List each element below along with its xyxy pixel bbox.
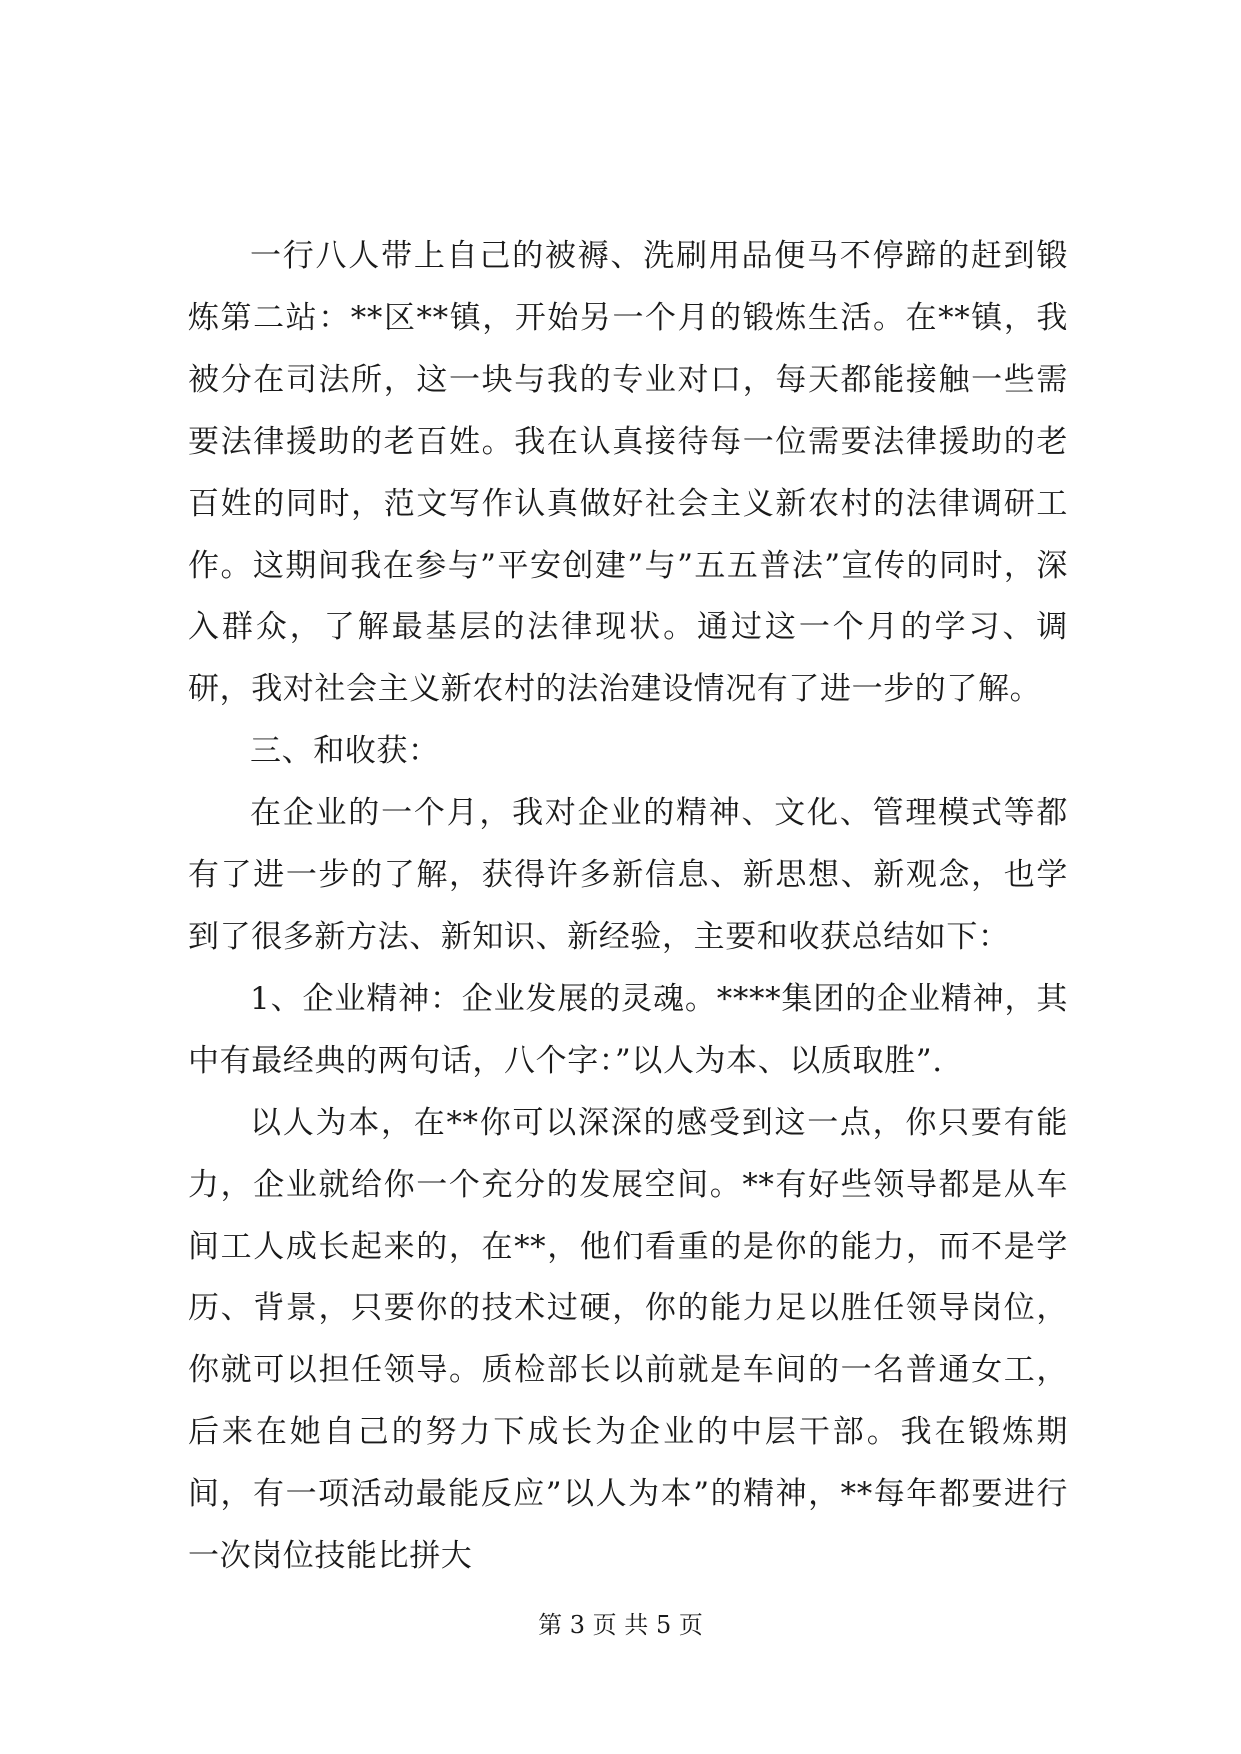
paragraph-enterprise-month: 在企业的一个月，我对企业的精神、文化、管理模式等都有了进一步的了解，获得许多新信息、新思想、新观念，也学到了很多新方法、新知识、新经验，主要和收获总结如下：	[188, 795, 1068, 955]
document-body	[188, 226, 1068, 1588]
section-heading-harvest: 三、和收获：	[250, 733, 440, 770]
paragraph-people-oriented: 以人为本，在**你可以深深的感受到这一点，你只要有能力，企业就给你一个充分的发展空间。**有好些领导都是从车间工人成长起来的，在**，他们看重的是你的能力，而不是学历、背景，只要你的技术过硬，你的能力足以胜任领导岗位，你就可以担任领导。质检部长以前就是车间的一名普通女工，后来在她自己的努力下成长为企业的中层干部。我在锻炼期间，有一项活动最能反应”以人为本”的精神，**每年都要进行一次岗位技能比拼大	[188, 1104, 1068, 1575]
paragraph-enterprise-spirit: 1、企业精神：企业发展的灵魂。****集团的企业精神，其中有最经典的两句话，八个字：”以人为本、以质取胜”.	[188, 980, 1068, 1079]
page-footer: 第 3 页 共 5 页	[538, 1611, 703, 1639]
paragraph-training-station-two: 一行八人带上自己的被褥、洗刷用品便马不停蹄的赶到锻炼第二站：**区**镇，开始另一个月的锻炼生活。在**镇，我被分在司法所，这一块与我的专业对口，每天都能接触一些需要法律援助的老百姓。我在认真接待每一位需要法律援助的老百姓的同时，范文写作认真做好社会主义新农村的法律调研工作。这期间我在参与”平安创建”与”五五普法”宣传的同时，深入群众，了解最基层的法律现状。通过这一个月的学习、调研，我对社会主义新农村的法治建设情况有了进一步的了解。	[188, 238, 1068, 708]
